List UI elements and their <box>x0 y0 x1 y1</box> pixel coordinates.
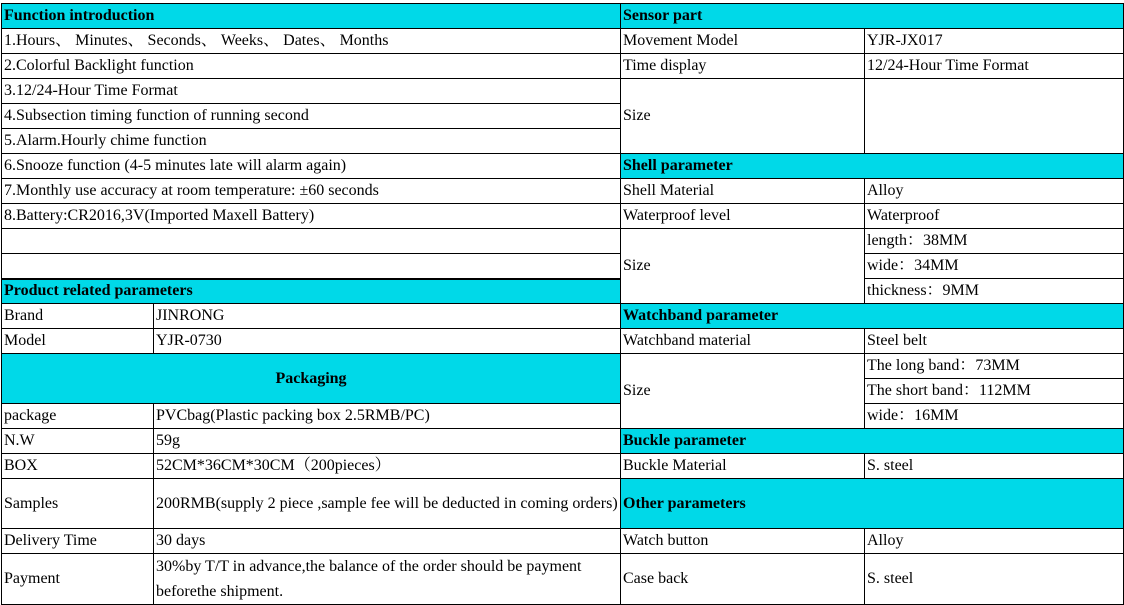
shell-value: Waterproof <box>865 204 1124 229</box>
packaging-label: Samples <box>2 479 154 529</box>
product-label: Model <box>2 329 154 354</box>
sensor-value: 12/24-Hour Time Format <box>865 54 1124 79</box>
function-item-empty <box>2 229 621 254</box>
packaging-value: 59g <box>154 429 621 454</box>
function-item: 4.Subsection timing function of running second <box>2 104 621 129</box>
watchband-label: Watchband material <box>621 329 865 354</box>
product-label: Brand <box>2 304 154 329</box>
shell-size-value: length：38MM <box>865 229 1124 254</box>
sensor-size-value <box>865 79 1124 154</box>
shell-heading: Shell parameter <box>621 154 1124 179</box>
packaging-value: 30 days <box>154 529 621 554</box>
sensor-label: Movement Model <box>621 29 865 54</box>
product-value: YJR-0730 <box>154 329 621 354</box>
function-item: 6.Snooze function (4-5 minutes late will alarm again) <box>2 154 621 179</box>
shell-size-label: Size <box>621 229 865 304</box>
watchband-heading: Watchband parameter <box>621 304 1124 329</box>
function-item: 5.Alarm.Hourly chime function <box>2 129 621 154</box>
watchband-size-value: wide：16MM <box>865 404 1124 429</box>
function-item: 3.12/24-Hour Time Format <box>2 79 621 104</box>
other-heading: Other parameters <box>621 479 1124 529</box>
shell-label: Shell Material <box>621 179 865 204</box>
sensor-heading: Sensor part <box>621 4 1124 29</box>
packaging-label: Payment <box>2 554 154 605</box>
watchband-size-label: Size <box>621 354 865 429</box>
watchband-size-value: The long band：73MM <box>865 354 1124 379</box>
packaging-label: package <box>2 404 154 429</box>
packaging-value: 52CM*36CM*30CM（200pieces） <box>154 454 621 479</box>
other-label: Case back <box>621 554 865 605</box>
function-intro-heading: Function introduction <box>2 4 621 29</box>
packaging-label: N.W <box>2 429 154 454</box>
packaging-label: Delivery Time <box>2 529 154 554</box>
packaging-value: 200RMB(supply 2 piece ,sample fee will be deducted in coming orders) <box>154 479 621 529</box>
product-value: JINRONG <box>154 304 621 329</box>
sensor-value: YJR-JX017 <box>865 29 1124 54</box>
packaging-value: PVCbag(Plastic packing box 2.5RMB/PC) <box>154 404 621 429</box>
product-heading: Product related parameters <box>2 279 621 304</box>
function-item: 1.Hours、 Minutes、 Seconds、 Weeks、 Dates、 Months <box>2 29 621 54</box>
function-item-empty <box>2 254 621 279</box>
sensor-label: Time display <box>621 54 865 79</box>
shell-size-value: thickness：9MM <box>865 279 1124 304</box>
shell-label: Waterproof level <box>621 204 865 229</box>
packaging-heading: Packaging <box>2 354 621 404</box>
watchband-value: Steel belt <box>865 329 1124 354</box>
spec-table <box>1 3 1124 605</box>
function-item: 7.Monthly use accuracy at room temperature: ±60 seconds <box>2 179 621 204</box>
buckle-label: Buckle Material <box>621 454 865 479</box>
other-label: Watch button <box>621 529 865 554</box>
function-item: 2.Colorful Backlight function <box>2 54 621 79</box>
other-value: S. steel <box>865 554 1124 605</box>
buckle-value: S. steel <box>865 454 1124 479</box>
watchband-size-value: The short band：112MM <box>865 379 1124 404</box>
shell-value: Alloy <box>865 179 1124 204</box>
buckle-heading: Buckle parameter <box>621 429 1124 454</box>
packaging-label: BOX <box>2 454 154 479</box>
shell-size-value: wide：34MM <box>865 254 1124 279</box>
packaging-value: 30%by T/T in advance,the balance of the order should be payment beforethe shipment. <box>154 554 621 605</box>
other-value: Alloy <box>865 529 1124 554</box>
function-item: 8.Battery:CR2016,3V(Imported Maxell Battery) <box>2 204 621 229</box>
sensor-size-label: Size <box>621 79 865 154</box>
